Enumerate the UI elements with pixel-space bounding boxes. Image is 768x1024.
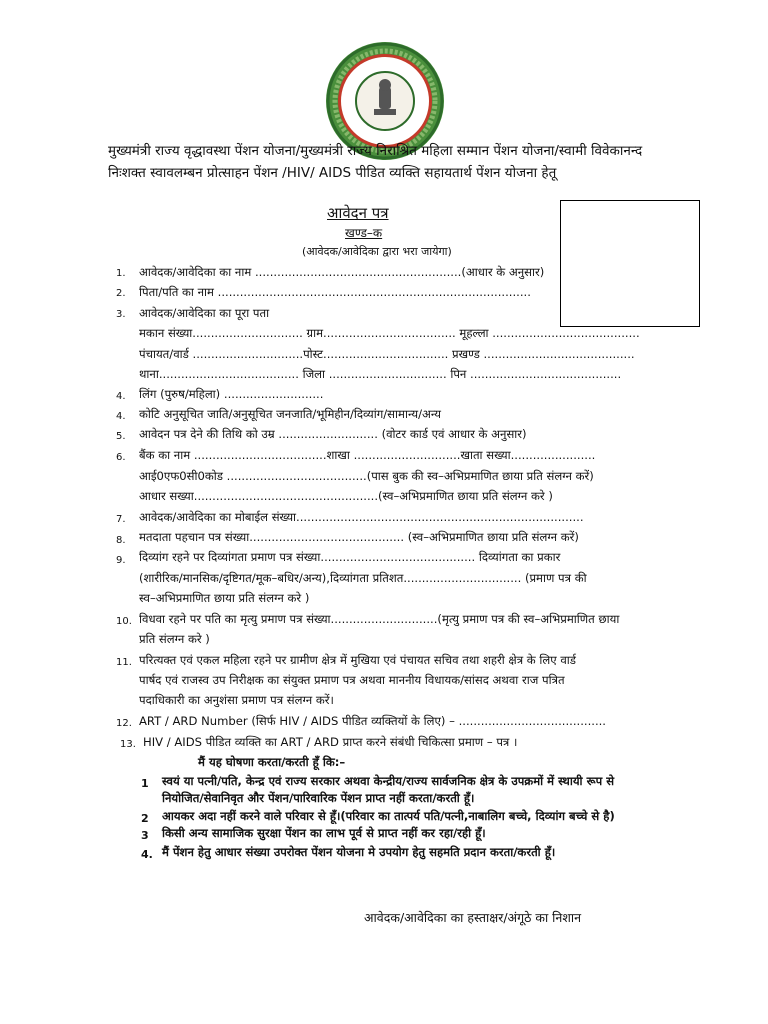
age-field[interactable]: आवेदन पत्र देने की तिथि को उम्र ........................... (वोटर कार्ड एवं आधार के अनुसार) [139, 427, 527, 441]
item-number: 8. [116, 535, 126, 546]
item-number: 12. [116, 718, 132, 729]
mobile-field[interactable]: आवेदक/आवेदिका का मोबाईल संख्या.............................................................................. [139, 510, 584, 524]
art-number-field[interactable]: ART / ARD Number (सिर्फ HIV / AIDS पीडित व्यक्तियों के लिए) – ........................................ [139, 714, 606, 728]
section-title: खण्ड–क [345, 226, 383, 240]
item-number: 6. [116, 452, 126, 463]
declaration-1-line-1: स्वयं या पत्नी/पति, केन्द्र एवं राज्य सरकार अथवा केन्द्रीय/राज्य सार्वजनिक क्षेत्र के उपक्रमों में स्थायी रूप से [162, 774, 615, 788]
header-line-1: मुख्यमंत्री राज्य वृद्धावस्था पेंशन योजना/मुख्यमंत्री राज्य निराश्रित महिला सम्मान पेंशन योजना/स्वामी विवेकानन्द [108, 143, 643, 159]
item-number: 4. [116, 391, 126, 402]
disability-certificate-field[interactable]: दिव्यांग रहने पर दिव्यांगता प्रमाण पत्र संख्या.......................................... दिव्यांगता का प्रकार [139, 550, 561, 564]
disability-note: स्व–अभिप्रमाणित छाया प्रति संलग्न करे ) [139, 591, 310, 605]
declaration-2: आयकर अदा नहीं करने वाले परिवार से हूँ।(परिवार का तात्पर्य पति/पत्नी,नाबालिग बच्चे, दिव्यांग बच्चे से है) [162, 809, 615, 823]
item-number: 11. [116, 657, 132, 668]
item-11-line-3: पदाधिकारी का अनुशंसा प्रमाण पत्र संलग्न करें। [139, 693, 334, 707]
declaration-number: 4. [141, 848, 153, 861]
declaration-1-line-2: नियोजित/सेवानिवृत और पेंशन/पारिवारिक पेंशन प्राप्त नहीं करता/करती हूँ। [162, 791, 475, 805]
voter-id-field[interactable]: मतदाता पहचान पत्र संख्या.......................................... (स्व–अभिप्रमाणित छाया प्रति संलग्न करें) [139, 530, 579, 544]
item-number: 9. [116, 555, 126, 566]
item-number: 4. [116, 411, 126, 422]
form-title: आवेदन पत्र [327, 204, 389, 222]
form-note: (आवेदक/आवेदिका द्वारा भरा जायेगा) [302, 245, 452, 258]
applicant-name-field[interactable]: आवेदक/आवेदिका का नाम ........................................................(आधार के अनुसार) [139, 265, 545, 279]
item-number: 10. [116, 616, 132, 627]
item-11-line-2: पार्षद एवं राजस्व उप निरीक्षक का संयुक्त प्रमाण पत्र अथवा माननीय विधायक/सांसद अथवा राज पत्रित [139, 673, 565, 687]
gender-field[interactable]: लिंग (पुरुष/महिला) ........................... [139, 387, 324, 401]
disability-type-field[interactable]: (शारीरिक/मानसिक/दृष्टिगत/मूक–बधिर/अन्य),दिव्यांगता प्रतिशत................................ (प्रमाण पत्र की [139, 571, 587, 585]
declaration-4: मैं पेंशन हेतु आधार संख्या उपरोक्त पेंशन योजना मे उपयोग हेतु सहमति प्रदान करता/करती हूँ। [162, 845, 556, 859]
photo-box[interactable] [560, 200, 700, 327]
bank-name-field[interactable]: बैंक का नाम ....................................शाखा .............................खाता सख्या....................... [139, 448, 596, 462]
header-line-2: निःशक्त स्वावलम्बन प्रोत्साहन पेंशन /HIV/ AIDS पीडित व्यक्ति सहायतार्थ पेंशन योजना हेतू [108, 165, 557, 181]
item-number: 7. [116, 514, 126, 525]
father-husband-name-field[interactable]: पिता/पति का नाम ..................................................................................... [139, 285, 531, 299]
death-certificate-field[interactable]: विधवा रहने पर पति का मृत्यु प्रमाण पत्र संख्या.............................(मृत्यु प्रमाण पत्र की स्व–अभिप्रमाणित छाया [139, 612, 620, 626]
address-thana-field[interactable]: थाना...................................... जिला ................................ पिन ......................................... [139, 367, 622, 381]
ifsc-field[interactable]: आई0एफ0सी0कोड ......................................(पास बुक की स्व–अभिप्रमाणित छाया प्रति संलग्न करें) [139, 469, 594, 483]
ashoka-emblem-icon [355, 71, 415, 131]
aadhaar-field[interactable]: आधार सख्या..................................................(स्व–अभिप्रमाणित छाया प्रति संलग्न करे ) [139, 489, 553, 503]
declaration-number: 1 [141, 777, 149, 790]
death-certificate-note: प्रति संलग्न करे ) [139, 632, 210, 646]
medical-certificate-item: HIV / AIDS पीडित व्यक्ति का ART / ARD प्राप्त करने संबंधी चिकित्सा प्रमाण – पत्र । [143, 735, 518, 749]
item-number: 13. [120, 739, 136, 750]
signature-label: आवेदक/आवेदिका का हस्ताक्षर/अंगूठे का निशान [364, 910, 582, 925]
address-house-village-field[interactable]: मकान संख्या.............................. ग्राम.................................... मूहल्ला ........................................ [139, 326, 640, 340]
seal-inner-ring [338, 54, 432, 148]
address-panchayat-field[interactable]: पंचायत/वार्ड ..............................पोस्ट.................................. प्रखण्ड ......................................... [139, 347, 635, 361]
item-number: 3. [116, 309, 126, 320]
declaration-number: 3 [141, 829, 149, 842]
item-number: 2. [116, 288, 126, 299]
declaration-number: 2 [141, 812, 149, 825]
category-field[interactable]: कोटि अनुसूचित जाति/अनुसूचित जनजाति/भूमिहीन/दिव्यांग/सामान्य/अन्य [139, 407, 441, 421]
item-number: 1. [116, 268, 126, 279]
address-label: आवेदक/आवेदिका का पूरा पता [139, 306, 270, 320]
declaration-intro: मैं यह घोषणा करता/करती हूँ कि:– [198, 755, 346, 769]
declaration-3: किसी अन्य सामाजिक सुरक्षा पेंशन का लाभ पूर्व से प्राप्त नहीं कर रहा/रही हूँ। [162, 826, 486, 840]
item-number: 5. [116, 431, 126, 442]
item-11-line-1: परित्यक्त एवं एकल महिला रहने पर ग्रामीण क्षेत्र में मुखिया एवं पंचायत सचिव तथा शहरी क्षेत्र के लिए वार्ड [139, 653, 577, 667]
